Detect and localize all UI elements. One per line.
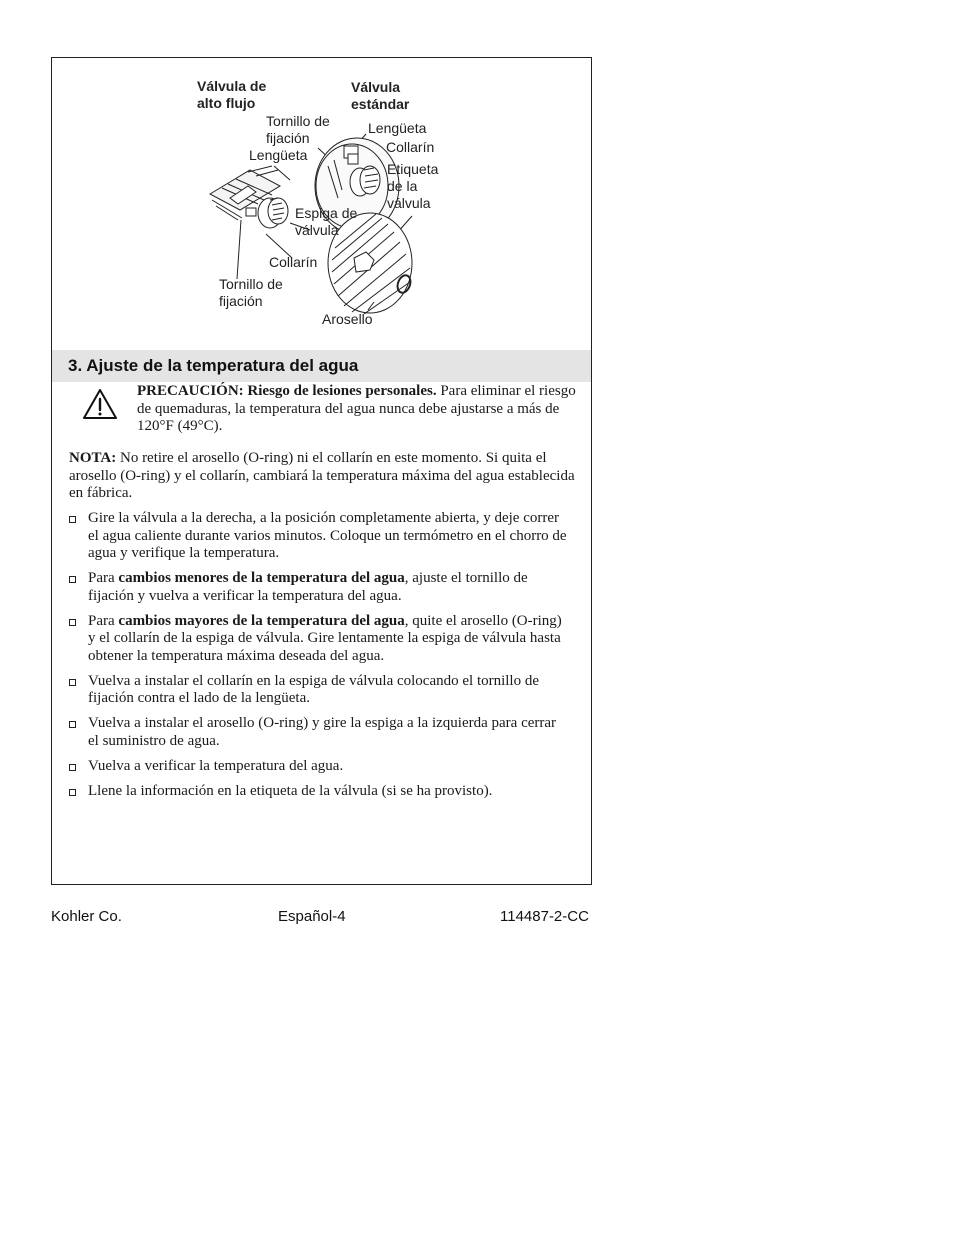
note-body: No retire el arosello (O-ring) ni el collarín en este momento. Si quita el arosello (O-ring) y el collarín, cambiará la temperatura máxima del agua establecida en fábrica. xyxy=(69,450,575,501)
label-o-ring: Arosello xyxy=(322,311,373,327)
section-header xyxy=(52,350,591,382)
list-item: Vuelva a instalar el collarín en la espiga de válvula colocando el tornillo de fijación contra el lado de la lengüeta. xyxy=(69,673,569,708)
checkbox-square-icon xyxy=(69,679,76,686)
step-list xyxy=(69,510,569,808)
checkbox-square-icon xyxy=(69,764,76,771)
valve-illustration xyxy=(52,58,591,350)
list-item: Gire la válvula a la derecha, a la posición completamente abierta, y deje correr el agua caliente durante varios minutos. Coloque un termómetro en el chorro de agua y verifique la temperatura. xyxy=(69,510,569,563)
footer-doc-number: 114487-2-CC xyxy=(500,908,589,925)
caution-lead: PRECAUCIÓN: Riesgo de lesiones personales. xyxy=(137,383,437,399)
label-set-screw-top: Tornillo de fijación xyxy=(266,113,330,146)
section-title: 3. Ajuste de la temperatura del agua xyxy=(68,356,359,375)
note-text xyxy=(69,450,579,503)
label-tab-right: Lengüeta xyxy=(368,120,427,136)
caution-text xyxy=(137,383,577,436)
label-collar-bottom: Collarín xyxy=(269,254,318,270)
label-tab-left: Lengüeta xyxy=(249,147,308,163)
footer-company: Kohler Co. xyxy=(51,908,122,925)
label-high-flow-valve: Válvula de alto flujo xyxy=(197,78,267,111)
label-valve-label: Etiqueta de la válvula xyxy=(387,161,439,211)
footer-page-number: Español-4 xyxy=(278,908,346,925)
checkbox-square-icon xyxy=(69,516,76,523)
valve-diagram xyxy=(52,58,591,350)
checkbox-square-icon xyxy=(69,721,76,728)
list-item: Vuelva a verificar la temperatura del agua. xyxy=(69,758,569,776)
checkbox-square-icon xyxy=(69,576,76,583)
list-item: Para cambios menores de la temperatura del agua, ajuste el tornillo de fijación y vuelva a verificar la temperatura del agua. xyxy=(69,570,569,605)
note-lead: NOTA: xyxy=(69,450,117,466)
checkbox-square-icon xyxy=(69,619,76,626)
label-valve-stem: Espiga de válvula xyxy=(295,205,358,238)
list-item: Llene la información en la etiqueta de la válvula (si se ha provisto). xyxy=(69,783,569,801)
label-collar-right: Collarín xyxy=(386,139,435,155)
high-flow-stem xyxy=(258,198,288,228)
checkbox-square-icon xyxy=(69,789,76,796)
warning-triangle-icon xyxy=(82,388,118,420)
list-item: Vuelva a instalar el arosello (O-ring) y gire la espiga a la izquierda para cerrar el suministro de agua. xyxy=(69,715,569,750)
list-item: Para cambios mayores de la temperatura del agua, quite el arosello (O-ring) y el collarín de la espiga de válvula. Gire lentamente la espiga de válvula hasta obtener la temperatura máxima deseada del agua. xyxy=(69,613,569,666)
caution-body: Para eliminar el riesgo de quemaduras, la temperatura del agua nunca debe ajustarse a más de 120°F (49°C). xyxy=(137,383,576,434)
label-set-screw-bottom: Tornillo de fijación xyxy=(219,276,283,309)
label-standard-valve: Válvula estándar xyxy=(351,79,410,112)
